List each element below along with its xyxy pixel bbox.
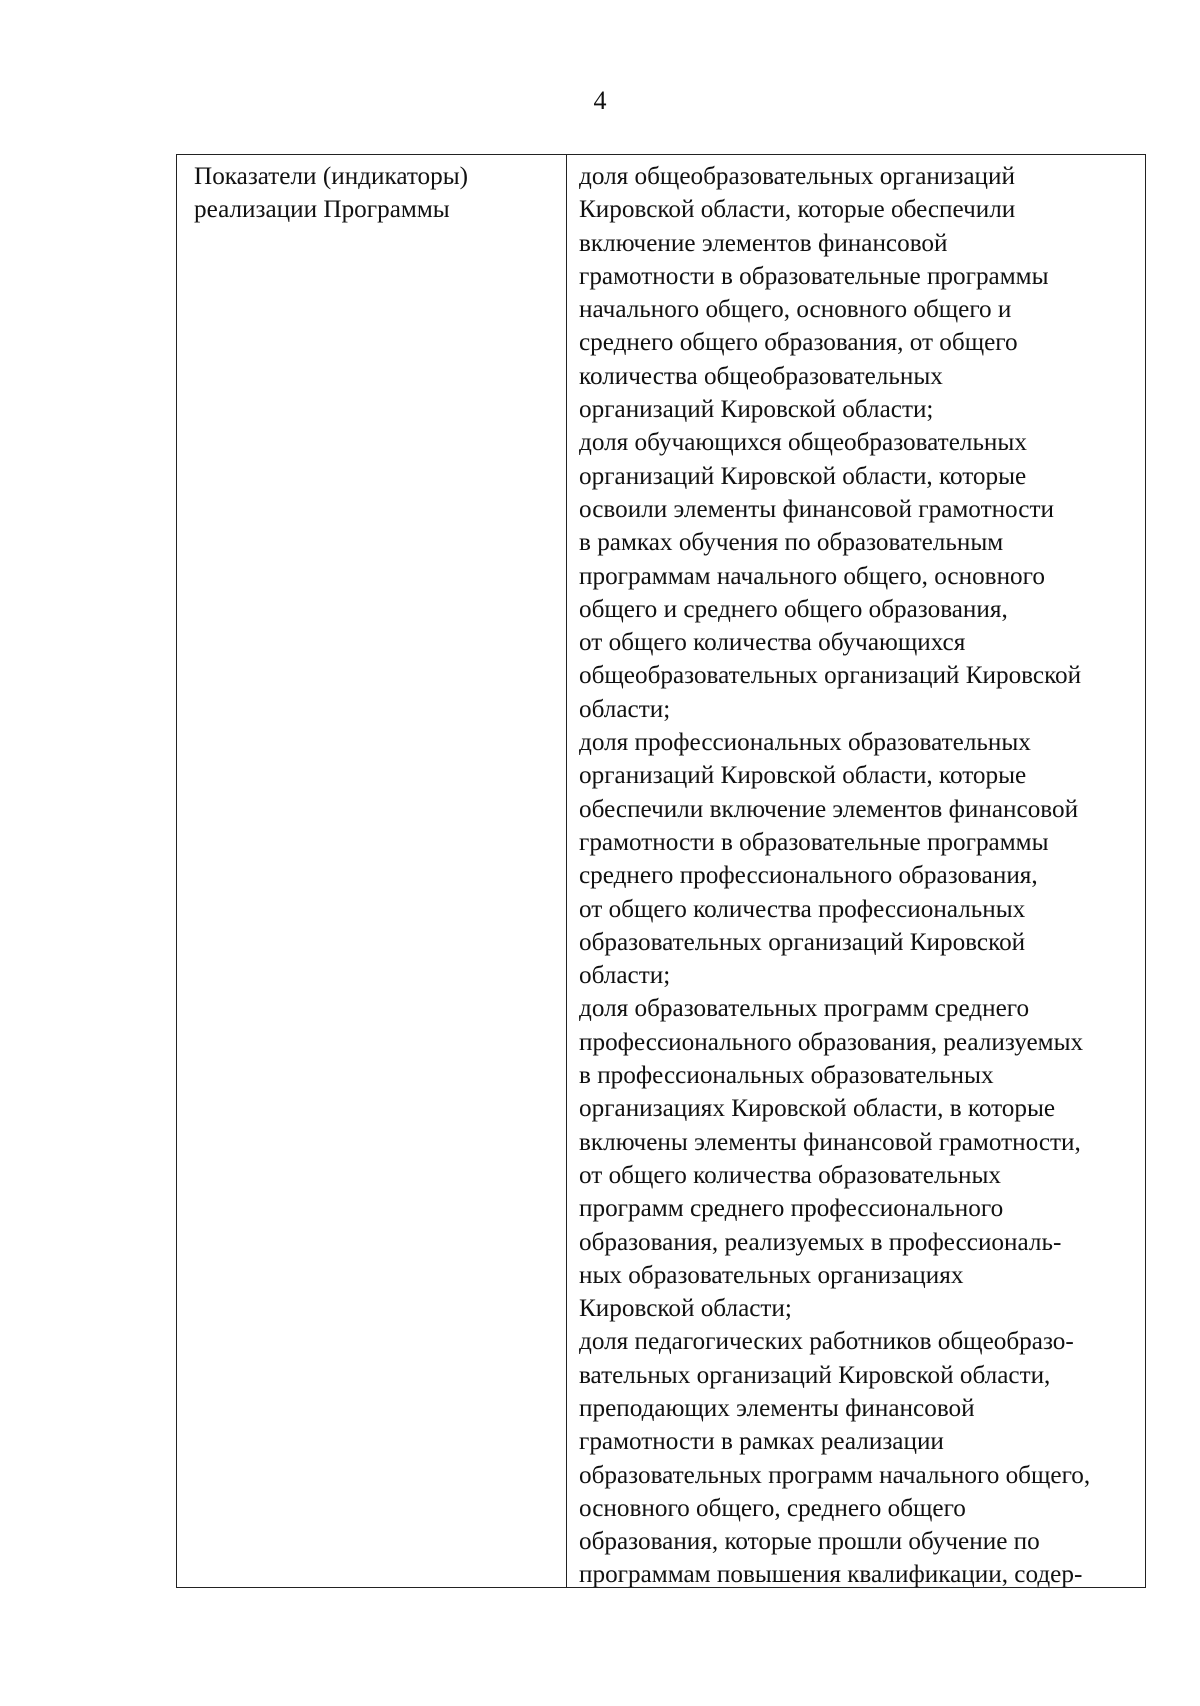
- cell-line: доля обучающихся общеобразовательных: [579, 429, 1027, 457]
- cell-line: в профессиональных образовательных: [579, 1062, 994, 1090]
- cell-line: программ среднего профессионального: [579, 1195, 1004, 1223]
- cell-line: освоили элементы финансовой грамотности: [579, 495, 1054, 523]
- cell-line: образования, которые прошли обучение по: [579, 1528, 1040, 1556]
- cell-line: доля образовательных программ среднего: [579, 995, 1030, 1023]
- cell-line: общеобразовательных организаций Кировской: [579, 662, 1082, 690]
- table-cell-content: [567, 155, 1145, 1587]
- cell-line: доля профессиональных образовательных: [579, 729, 1031, 757]
- cell-line: в рамках обучения по образовательным: [579, 529, 1004, 557]
- cell-line: от общего количества обучающихся: [579, 629, 966, 657]
- cell-line: грамотности в образовательные программы: [579, 828, 1049, 856]
- cell-line: доля педагогических работников общеобразо-: [579, 1328, 1074, 1356]
- cell-line: вательных организаций Кировской области,: [579, 1361, 1051, 1389]
- cell-line: среднего профессионального образования,: [579, 862, 1038, 890]
- cell-line: начального общего, основного общего и: [579, 296, 1012, 324]
- cell-line: от общего количества профессиональных: [579, 895, 1026, 923]
- cell-line: области;: [579, 695, 671, 723]
- cell-line: среднего общего образования, от общего: [579, 329, 1018, 357]
- cell-line: включение элементов финансовой: [579, 229, 948, 257]
- cell-line: основного общего, среднего общего: [579, 1494, 966, 1522]
- cell-line: образовательных программ начального общего,: [579, 1461, 1091, 1489]
- cell-line: ных образовательных организациях: [579, 1261, 964, 1289]
- cell-line: грамотности в образовательные программы: [579, 262, 1049, 290]
- indicators-table: [176, 154, 1146, 1588]
- cell-line: организаций Кировской области;: [579, 396, 934, 424]
- cell-line: преподающих элементы финансовой: [579, 1394, 975, 1422]
- cell-line: программам начального общего, основного: [579, 562, 1045, 590]
- cell-line: программам повышения квалификации, содер-: [579, 1561, 1083, 1587]
- cell-line: грамотности в рамках реализации: [579, 1428, 944, 1456]
- cell-line: организаций Кировской области, которые: [579, 462, 1027, 490]
- cell-line: Показатели (индикаторы): [194, 163, 469, 190]
- cell-line: общего и среднего общего образования,: [579, 595, 1008, 623]
- cell-line: профессионального образования, реализуемых: [579, 1028, 1084, 1056]
- cell-line: реализации Программы: [194, 196, 450, 224]
- cell-line: области;: [579, 962, 671, 990]
- cell-line: включены элементы финансовой грамотности,: [579, 1128, 1081, 1156]
- cell-line: образования, реализуемых в профессиональ-: [579, 1228, 1062, 1256]
- cell-line: доля общеобразовательных организаций: [579, 163, 1015, 190]
- table-cell-label: [177, 155, 567, 1587]
- page-number: 4: [593, 86, 607, 115]
- cell-line: Кировской области;: [579, 1295, 792, 1323]
- cell-line: количества общеобразовательных: [579, 362, 943, 390]
- cell-line: от общего количества образовательных: [579, 1161, 1002, 1189]
- cell-line: образовательных организаций Кировской: [579, 928, 1026, 956]
- cell-line: обеспечили включение элементов финансовой: [579, 795, 1079, 823]
- cell-line: Кировской области, которые обеспечили: [579, 196, 1016, 224]
- cell-line: организациях Кировской области, в которые: [579, 1095, 1056, 1123]
- cell-line: организаций Кировской области, которые: [579, 762, 1027, 790]
